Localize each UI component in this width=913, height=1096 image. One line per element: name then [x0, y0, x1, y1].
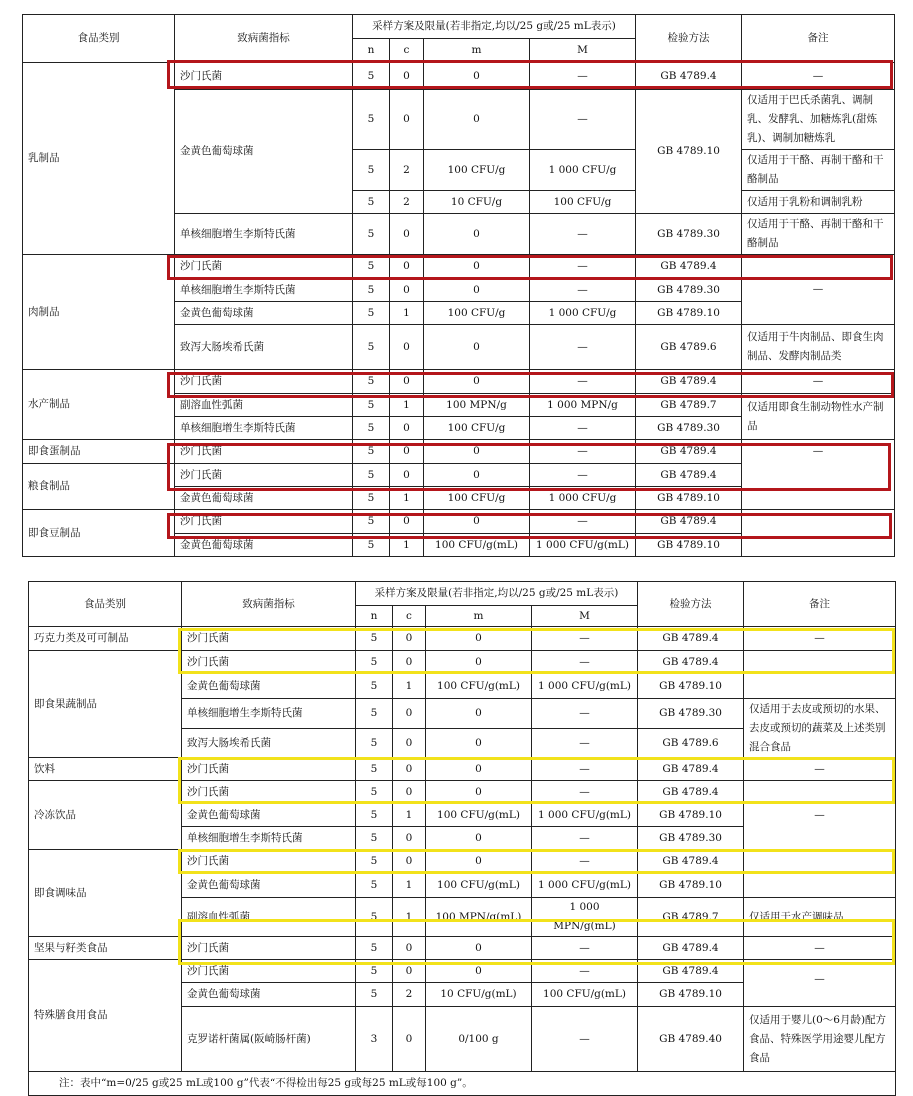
header-n: n [356, 606, 393, 627]
remark-cell: — [744, 960, 896, 1007]
M-cell: — [532, 758, 638, 781]
c-cell: 0 [390, 279, 424, 302]
n-cell: 5 [353, 487, 390, 510]
n-cell: 5 [356, 960, 393, 983]
method-cell: GB 4789.10 [636, 534, 742, 557]
c-cell: 0 [393, 699, 426, 729]
n-cell: 5 [353, 510, 390, 534]
M-cell: — [532, 781, 638, 804]
pathogen-cell: 金黄色葡萄球菌 [175, 302, 353, 325]
c-cell: 0 [390, 63, 424, 90]
header-n: n [353, 39, 390, 63]
M-cell: 1 000 MPN/g(mL) [532, 898, 638, 937]
category-cell: 即食调味品 [29, 850, 182, 937]
category-cell: 即食豆制品 [23, 510, 175, 557]
c-cell: 2 [390, 191, 424, 214]
pathogen-cell: 单核细胞增生李斯特氏菌 [175, 417, 353, 440]
remark-cell: 仅适用即食生制动物性水产制品 [742, 394, 895, 440]
method-cell: GB 4789.10 [636, 90, 742, 214]
m-cell: 100 CFU/g [424, 487, 530, 510]
n-cell: 5 [353, 464, 390, 487]
M-cell: 1 000 CFU/g(mL) [530, 534, 636, 557]
pathogen-cell: 金黄色葡萄球菌 [175, 534, 353, 557]
m-cell: 0 [426, 827, 532, 850]
method-cell: GB 4789.30 [638, 699, 744, 729]
method-cell: GB 4789.30 [636, 417, 742, 440]
method-cell: GB 4789.10 [636, 302, 742, 325]
M-cell: — [530, 417, 636, 440]
table-footnote: 注：表中“m=0/25 g或25 mL或100 g”代表“不得检出每25 g或每25 mL或每100 g”。 [29, 1072, 896, 1096]
table-row [23, 510, 895, 534]
method-cell: GB 4789.30 [636, 214, 742, 255]
method-cell: GB 4789.4 [638, 960, 744, 983]
pathogen-cell: 副溶血性弧菌 [175, 394, 353, 417]
m-cell: 0 [426, 758, 532, 781]
M-cell: — [530, 325, 636, 370]
M-cell: — [530, 279, 636, 302]
method-cell: GB 4789.4 [638, 651, 744, 674]
category-cell: 即食蛋制品 [23, 440, 175, 464]
M-cell: — [532, 1007, 638, 1072]
method-cell: GB 4789.7 [636, 394, 742, 417]
pathogen-cell: 沙门氏菌 [182, 627, 356, 651]
M-cell: — [532, 729, 638, 758]
pathogen-cell: 沙门氏菌 [175, 63, 353, 90]
M-cell: — [530, 464, 636, 487]
n-cell: 5 [356, 758, 393, 781]
c-cell: 1 [390, 394, 424, 417]
n-cell: 5 [353, 255, 390, 279]
c-cell: 0 [393, 781, 426, 804]
m-cell: 0 [424, 464, 530, 487]
method-cell: GB 4789.4 [636, 370, 742, 394]
category-cell: 巧克力类及可可制品 [29, 627, 182, 651]
method-cell: GB 4789.30 [636, 279, 742, 302]
c-cell: 0 [393, 651, 426, 674]
m-cell: 10 CFU/g(mL) [426, 983, 532, 1007]
remark-cell: — [744, 758, 896, 781]
method-cell: GB 4789.10 [638, 674, 744, 699]
n-cell: 5 [356, 850, 393, 874]
pathogen-cell: 沙门氏菌 [175, 370, 353, 394]
header-M: M [532, 606, 638, 627]
remark-cell: — [742, 63, 895, 90]
category-cell: 饮料 [29, 758, 182, 781]
c-cell: 1 [393, 804, 426, 827]
pathogen-cell: 沙门氏菌 [175, 510, 353, 534]
category-cell: 肉制品 [23, 255, 175, 370]
m-cell: 100 MPN/g(mL) [426, 898, 532, 937]
M-cell: 1 000 CFU/g(mL) [532, 874, 638, 898]
m-cell: 100 CFU/g(mL) [426, 674, 532, 699]
header-sampling: 采样方案及限量(若非指定,均以/25 g或/25 mL表示) [356, 582, 638, 606]
category-cell: 水产制品 [23, 370, 175, 440]
m-cell: 0 [426, 937, 532, 960]
pathogen-cell: 金黄色葡萄球菌 [182, 983, 356, 1007]
pathogen-cell: 沙门氏菌 [182, 651, 356, 674]
remark-cell: 仅适用于乳粉和调制乳粉 [742, 191, 895, 214]
m-cell: 0 [426, 781, 532, 804]
n-cell: 5 [356, 651, 393, 674]
n-cell: 5 [353, 279, 390, 302]
header-sampling: 采样方案及限量(若非指定,均以/25 g或/25 mL表示) [353, 15, 636, 39]
table-row [29, 651, 896, 674]
m-cell: 100 CFU/g(mL) [426, 874, 532, 898]
m-cell: 0 [424, 214, 530, 255]
m-cell: 100 CFU/g(mL) [424, 534, 530, 557]
c-cell: 0 [393, 937, 426, 960]
remark-cell: — [744, 781, 896, 850]
pathogen-cell: 沙门氏菌 [182, 850, 356, 874]
n-cell: 5 [353, 150, 390, 191]
header-food-category: 食品类别 [23, 15, 175, 63]
c-cell: 0 [390, 440, 424, 464]
remark-cell: 仅适用于干酪、再制干酪和干酪制品 [742, 150, 895, 191]
c-cell: 0 [390, 464, 424, 487]
header-M: M [530, 39, 636, 63]
method-cell: GB 4789.10 [638, 983, 744, 1007]
remark-cell [742, 510, 895, 557]
header-pathogen: 致病菌指标 [175, 15, 353, 63]
method-cell: GB 4789.4 [636, 255, 742, 279]
M-cell: — [530, 90, 636, 150]
M-cell: 1 000 CFU/g [530, 302, 636, 325]
M-cell: — [532, 850, 638, 874]
method-cell: GB 4789.4 [638, 850, 744, 874]
n-cell: 5 [356, 729, 393, 758]
M-cell: 100 CFU/g [530, 191, 636, 214]
table-row [29, 850, 896, 874]
category-cell: 即食果蔬制品 [29, 651, 182, 758]
method-cell: GB 4789.4 [638, 781, 744, 804]
c-cell: 0 [390, 417, 424, 440]
n-cell: 5 [353, 214, 390, 255]
M-cell: 1 000 CFU/g(mL) [532, 804, 638, 827]
method-cell: GB 4789.10 [636, 487, 742, 510]
n-cell: 5 [356, 699, 393, 729]
n-cell: 5 [353, 63, 390, 90]
method-cell: GB 4789.6 [638, 729, 744, 758]
c-cell: 1 [390, 302, 424, 325]
c-cell: 0 [390, 214, 424, 255]
header-c: c [390, 39, 424, 63]
m-cell: 0 [424, 63, 530, 90]
n-cell: 5 [353, 394, 390, 417]
method-cell: GB 4789.4 [636, 464, 742, 487]
m-cell: 0 [426, 651, 532, 674]
m-cell: 0 [426, 960, 532, 983]
n-cell: 5 [356, 804, 393, 827]
category-cell: 坚果与籽类食品 [29, 937, 182, 960]
pathogen-cell: 单核细胞增生李斯特氏菌 [175, 214, 353, 255]
c-cell: 0 [390, 90, 424, 150]
category-cell: 粮食制品 [23, 464, 175, 510]
M-cell: — [532, 827, 638, 850]
m-cell: 0 [426, 729, 532, 758]
c-cell: 0 [390, 370, 424, 394]
n-cell: 5 [353, 417, 390, 440]
pathogen-cell: 单核细胞增生李斯特氏菌 [182, 699, 356, 729]
M-cell: — [532, 937, 638, 960]
pathogen-cell: 沙门氏菌 [182, 937, 356, 960]
n-cell: 5 [356, 827, 393, 850]
method-cell: GB 4789.10 [638, 804, 744, 827]
remark-cell: 仅适用于巴氏杀菌乳、调制乳、发酵乳、加糖炼乳(甜炼乳)、调制加糖炼乳 [742, 90, 895, 150]
M-cell: 1 000 MPN/g [530, 394, 636, 417]
n-cell: 5 [356, 674, 393, 699]
table-row [29, 960, 896, 983]
n-cell: 5 [356, 874, 393, 898]
M-cell: — [530, 63, 636, 90]
n-cell: 5 [353, 534, 390, 557]
table-row [23, 255, 895, 279]
pathogen-cell: 克罗诺杆菌属(阪崎肠杆菌) [182, 1007, 356, 1072]
remark-cell: — [744, 651, 896, 699]
M-cell: — [530, 255, 636, 279]
pathogen-cell: 沙门氏菌 [182, 758, 356, 781]
remark-cell: — [742, 370, 895, 394]
remark-cell: — [744, 937, 896, 960]
c-cell: 1 [390, 487, 424, 510]
n-cell: 5 [356, 898, 393, 937]
pathogen-cell: 沙门氏菌 [182, 781, 356, 804]
pathogen-cell: 金黄色葡萄球菌 [175, 90, 353, 214]
n-cell: 5 [353, 370, 390, 394]
n-cell: 5 [353, 302, 390, 325]
M-cell: — [532, 651, 638, 674]
m-cell: 100 CFU/g [424, 417, 530, 440]
n-cell: 5 [356, 937, 393, 960]
n-cell: 3 [356, 1007, 393, 1072]
m-cell: 0 [424, 279, 530, 302]
pathogen-cell: 致泻大肠埃希氏菌 [175, 325, 353, 370]
header-method: 检验方法 [638, 582, 744, 627]
pathogen-cell: 金黄色葡萄球菌 [182, 804, 356, 827]
remark-cell: — [744, 627, 896, 651]
n-cell: 5 [353, 191, 390, 214]
c-cell: 0 [393, 850, 426, 874]
table-row [29, 781, 896, 804]
header-remark: 备注 [742, 15, 895, 63]
method-cell: GB 4789.6 [636, 325, 742, 370]
m-cell: 100 MPN/g [424, 394, 530, 417]
method-cell: GB 4789.30 [638, 827, 744, 850]
m-cell: 0 [426, 627, 532, 651]
pathogen-cell: 单核细胞增生李斯特氏菌 [182, 827, 356, 850]
c-cell: 2 [393, 983, 426, 1007]
method-cell: GB 4789.4 [636, 510, 742, 534]
M-cell: 1 000 CFU/g [530, 487, 636, 510]
remark-cell: 仅适用于牛肉制品、即食生肉制品、发酵肉制品类 [742, 325, 895, 370]
header-m: m [424, 39, 530, 63]
header-m: m [426, 606, 532, 627]
c-cell: 0 [393, 627, 426, 651]
category-cell: 冷冻饮品 [29, 781, 182, 850]
method-cell: GB 4789.40 [638, 1007, 744, 1072]
n-cell: 5 [356, 983, 393, 1007]
remark-cell [744, 850, 896, 898]
microbe-limit-table-2 [28, 581, 896, 1096]
pathogen-cell: 沙门氏菌 [182, 960, 356, 983]
remark-cell: 仅适用于干酪、再制干酪和干酪制品 [742, 214, 895, 255]
header-pathogen: 致病菌指标 [182, 582, 356, 627]
method-cell: GB 4789.10 [638, 874, 744, 898]
method-cell: GB 4789.4 [636, 63, 742, 90]
pathogen-cell: 金黄色葡萄球菌 [182, 674, 356, 699]
M-cell: — [532, 627, 638, 651]
c-cell: 0 [393, 758, 426, 781]
method-cell: GB 4789.4 [638, 758, 744, 781]
pathogen-cell: 金黄色葡萄球菌 [182, 874, 356, 898]
m-cell: 0/100 g [426, 1007, 532, 1072]
pathogen-cell: 致泻大肠埃希氏菌 [182, 729, 356, 758]
m-cell: 0 [426, 850, 532, 874]
remark-cell: — [742, 255, 895, 325]
header-c: c [393, 606, 426, 627]
n-cell: 5 [356, 781, 393, 804]
method-cell: GB 4789.7 [638, 898, 744, 937]
c-cell: 1 [390, 534, 424, 557]
M-cell: — [532, 699, 638, 729]
m-cell: 0 [426, 699, 532, 729]
table-row [23, 440, 895, 464]
c-cell: 1 [393, 674, 426, 699]
n-cell: 5 [356, 627, 393, 651]
M-cell: 100 CFU/g(mL) [532, 983, 638, 1007]
c-cell: 0 [393, 1007, 426, 1072]
c-cell: 1 [393, 874, 426, 898]
m-cell: 100 CFU/g [424, 302, 530, 325]
m-cell: 0 [424, 255, 530, 279]
c-cell: 0 [393, 827, 426, 850]
M-cell: — [530, 440, 636, 464]
M-cell: — [530, 214, 636, 255]
c-cell: 0 [393, 960, 426, 983]
M-cell: — [530, 370, 636, 394]
header-food-category: 食品类别 [29, 582, 182, 627]
header-method: 检验方法 [636, 15, 742, 63]
pathogen-cell: 沙门氏菌 [175, 255, 353, 279]
remark-cell: 仅适用于婴儿(0～6月龄)配方食品、特殊医学用途婴儿配方食品 [744, 1007, 896, 1072]
c-cell: 0 [393, 729, 426, 758]
table-row [23, 63, 895, 90]
table-row [29, 937, 896, 960]
m-cell: 10 CFU/g [424, 191, 530, 214]
category-cell: 特殊膳食用食品 [29, 960, 182, 1072]
pathogen-cell: 副溶血性弧菌 [182, 898, 356, 937]
pathogen-cell: 沙门氏菌 [175, 440, 353, 464]
c-cell: 1 [393, 898, 426, 937]
category-cell: 乳制品 [23, 63, 175, 255]
remark-cell: 仅适用于去皮或预切的水果、去皮或预切的蔬菜及上述类别混合食品 [744, 699, 896, 758]
m-cell: 0 [424, 370, 530, 394]
method-cell: GB 4789.4 [636, 440, 742, 464]
c-cell: 0 [390, 325, 424, 370]
m-cell: 0 [424, 90, 530, 150]
M-cell: 1 000 CFU/g [530, 150, 636, 191]
M-cell: — [530, 510, 636, 534]
table-row [29, 758, 896, 781]
m-cell: 100 CFU/g(mL) [426, 804, 532, 827]
M-cell: 1 000 CFU/g(mL) [532, 674, 638, 699]
method-cell: GB 4789.4 [638, 937, 744, 960]
table-row [29, 627, 896, 651]
pathogen-cell: 金黄色葡萄球菌 [175, 487, 353, 510]
pathogen-cell: 沙门氏菌 [175, 464, 353, 487]
remark-cell: 仅适用于水产调味品 [744, 898, 896, 937]
c-cell: 0 [390, 255, 424, 279]
method-cell: GB 4789.4 [638, 627, 744, 651]
m-cell: 100 CFU/g [424, 150, 530, 191]
n-cell: 5 [353, 440, 390, 464]
m-cell: 0 [424, 440, 530, 464]
m-cell: 0 [424, 325, 530, 370]
n-cell: 5 [353, 90, 390, 150]
header-remark: 备注 [744, 582, 896, 627]
table-row [29, 1072, 896, 1096]
table-row [23, 370, 895, 394]
remark-cell: — [742, 440, 895, 510]
m-cell: 0 [424, 510, 530, 534]
n-cell: 5 [353, 325, 390, 370]
M-cell: — [532, 960, 638, 983]
microbe-limit-table-1 [22, 14, 895, 557]
c-cell: 0 [390, 510, 424, 534]
pathogen-cell: 单核细胞增生李斯特氏菌 [175, 279, 353, 302]
c-cell: 2 [390, 150, 424, 191]
